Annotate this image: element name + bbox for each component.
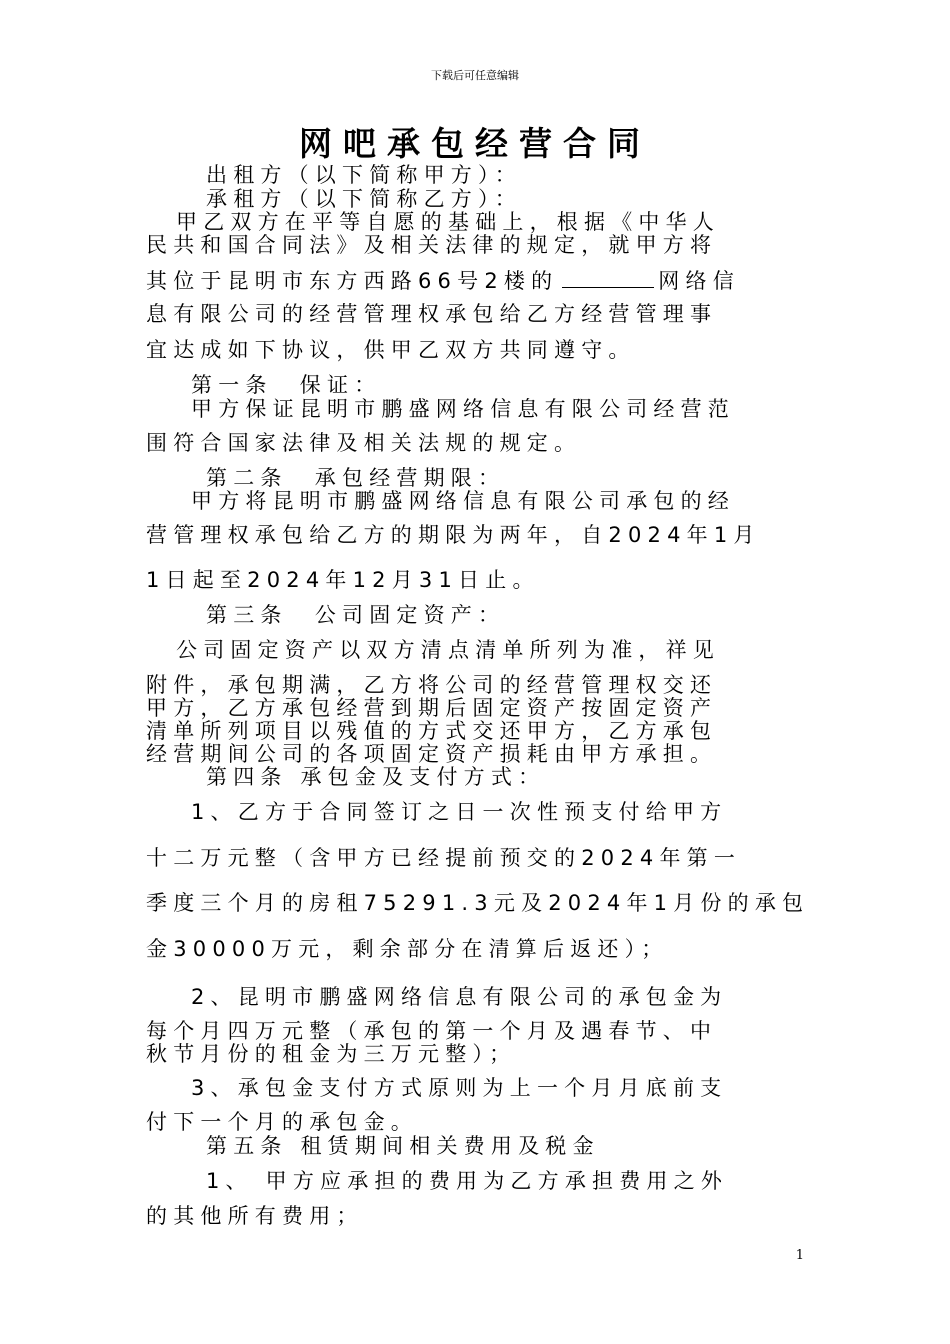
article-heading: 第二条 承包经营期限： <box>206 466 506 490</box>
body-line: 息有限公司的经营管理权承包给乙方经营管理事 <box>146 302 718 326</box>
body-line: 2、昆明市鹏盛网络信息有限公司的承包金为 <box>191 985 728 1009</box>
body-line: 季度三个月的房租75291.3元及2024年1月份的承包 <box>146 891 810 915</box>
body-line: 甲方，乙方承包经营到期后固定资产按固定资产 <box>146 696 718 720</box>
article-heading: 第三条 公司固定资产： <box>206 603 506 627</box>
body-line: 经营期间公司的各项固定资产损耗由甲方承担。 <box>146 742 718 766</box>
body-line: 十二万元整（含甲方已经提前预交的2024年第一 <box>146 846 742 870</box>
body-line: 公司固定资产以双方清点清单所列为准，祥见 <box>176 638 720 662</box>
body-line: 3、承包金支付方式原则为上一个月月底前支 <box>191 1076 728 1100</box>
body-line: 清单所列项目以残值的方式交还甲方，乙方承包 <box>146 719 718 743</box>
body-line: 付下一个月的承包金。 <box>146 1110 418 1134</box>
article-heading: 第四条 承包金及支付方式： <box>206 765 546 789</box>
body-line: 甲方保证昆明市鹏盛网络信息有限公司经营范 <box>191 397 735 421</box>
body-line: 甲方将昆明市鹏盛网络信息有限公司承包的经 <box>191 489 735 513</box>
body-line: 宜达成如下协议，供甲乙双方共同遵守。 <box>146 338 636 362</box>
body-line <box>146 268 786 294</box>
body-line: 1日起至2024年12月31日止。 <box>146 568 540 592</box>
body-line: 每个月四万元整（承包的第一个月及遇春节、中 <box>146 1019 718 1043</box>
body-line: 1、 甲方应承担的费用为乙方承担费用之外 <box>206 1169 729 1193</box>
page-header: 下载后可任意编辑 <box>431 69 519 82</box>
lessor-line: 出租方（以下简称甲方）： <box>206 163 522 187</box>
body-line: 围符合国家法律及相关法规的规定。 <box>146 431 582 455</box>
body-line: 金30000万元，剩余部分在清算后返还）； <box>146 937 669 961</box>
body-line: 附件，承包期满，乙方将公司的经营管理权交还 <box>146 673 718 697</box>
body-text: 网络信 <box>658 269 740 293</box>
body-line: 秋节月份的租金为三万元整）； <box>146 1042 517 1066</box>
article-heading: 第一条 保证： <box>191 373 382 397</box>
body-line: 民共和国合同法》及相关法律的规定，就甲方将 <box>146 233 718 257</box>
article-heading: 第五条 租赁期间相关费用及税金 <box>206 1134 600 1158</box>
body-text: 其位于昆明市东方西路66号2楼的 <box>146 269 559 293</box>
fill-in-blank <box>562 269 654 288</box>
document-title: 网吧承包经营合同 <box>299 124 651 163</box>
body-line: 的其他所有费用； <box>146 1204 364 1228</box>
body-line: 1、乙方于合同签订之日一次性预支付给甲方 <box>191 800 728 824</box>
body-line: 营管理权承包给乙方的期限为两年，自2024年1月 <box>146 523 761 547</box>
body-line: 甲乙双方在平等自愿的基础上，根据《中华人 <box>176 210 720 234</box>
lessee-line: 承租方（以下简称乙方）： <box>206 187 522 211</box>
page-number: 1 <box>795 1248 804 1263</box>
